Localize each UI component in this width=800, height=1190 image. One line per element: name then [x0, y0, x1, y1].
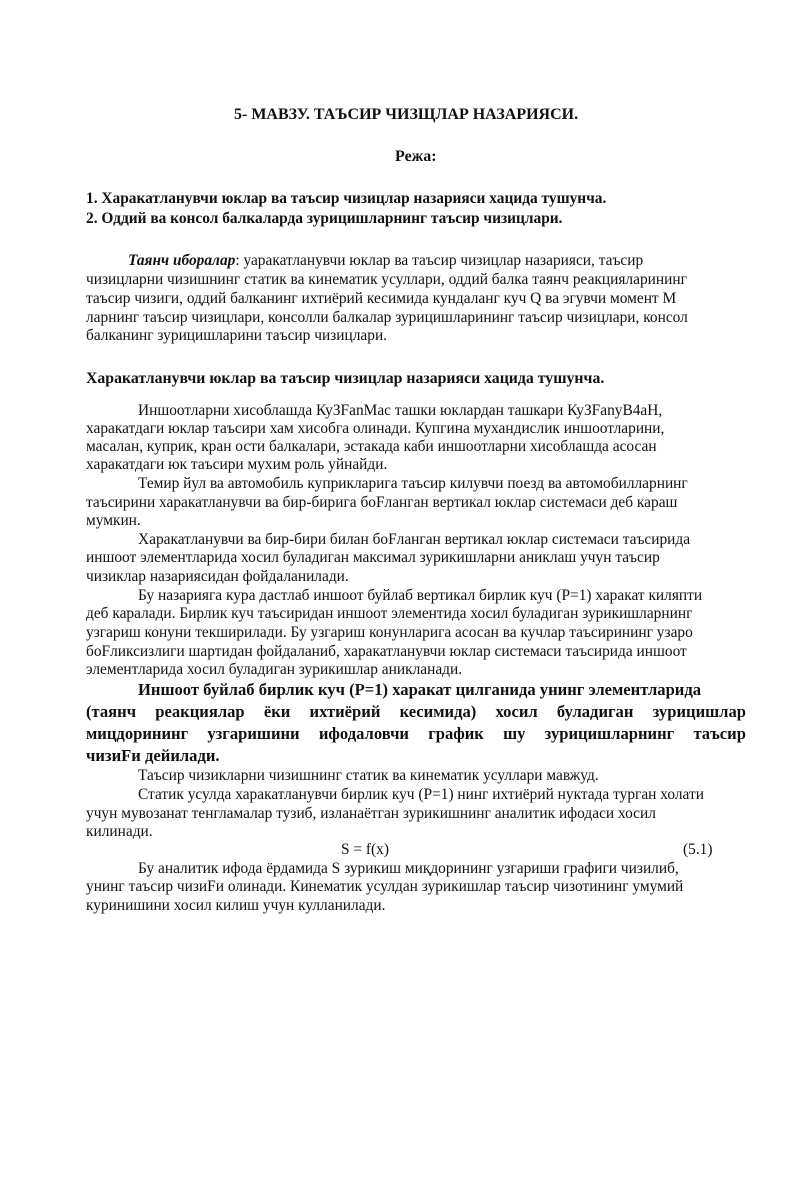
para-line: харакатдаги юк таъсири мухим роль уйнайди.: [86, 456, 388, 473]
para-line: боFликсизлиги шартидан фойдаланиб, харакатланувчи юклар системаси таъсирида иншоот: [86, 643, 687, 660]
definition-word: хосил: [495, 702, 538, 721]
para-line: Иншоотларни хисоблашда КуЗFanMac ташки юклардан ташкари КуЗFanyB4aH,: [138, 402, 663, 419]
para-line: Статик усулда харакатланувчи бирлик куч (Р=1) нинг ихтиёрий нуктада турган холати: [138, 786, 704, 803]
formula-number: (5.1): [683, 841, 713, 858]
para-line: Темир йул ва автомобиль куприкларига таъсир килувчи поезд ва автомобилларнинг: [138, 475, 688, 492]
para-line: учун мувозанат тенгламалар тузиб, изланаётган зурикишнинг аналитик ифодаси хосил: [86, 805, 656, 822]
para-line: масалан, куприк, кран ости балкалари, эстакада каби иншоотларни хисоблашда асосан: [86, 438, 657, 455]
plan-item-2: 2. Оддий ва консол балкаларда зурицишларнинг таъсир чизицлари.: [86, 210, 563, 227]
para-line: харакатдаги юклар таъсири хам хисобга олинади. Купгина мухандислик иншоотларини,: [86, 420, 665, 437]
para-line: Харакатланувчи ва бир-бири билан боFланган вертикал юклар системаси таъсирида: [138, 531, 691, 548]
para-line: узгариш конуни текширилади. Бу узгариш конунларига асосан ва кучлар таъсирининг узаро: [86, 624, 693, 641]
para-line: килинади.: [86, 823, 153, 840]
definition-word: кесимида): [399, 702, 477, 721]
para-line: унинг таъсир чизиFи олинади. Кинематик усулдан зурикишлар таъсир чизотининг умумий: [86, 878, 684, 895]
para-line: Бу аналитик ифода ёрдамида S зурикиш миқдорининг узгариши графиги чизилиб,: [138, 860, 679, 877]
para-line: иншоот элементларида хосил буладиган максимал зурикишларни аниклаш учун таъсир: [86, 549, 660, 566]
plan-item-1: 1. Харакатланувчи юклар ва таъсир чизицлар назарияси хацида тушунча.: [86, 190, 607, 207]
para-line: Бу назарияга кура дастлаб иншоот буйлаб вертикал бирлик куч (Р=1) харакат киляпти: [138, 587, 703, 604]
para-line: деб каралади. Бирлик куч таъсиридан иншоот элементида хосил буладиган зурикишларнинг: [86, 605, 693, 622]
plan-heading: Режа:: [395, 148, 437, 165]
definition-line-4: чизиFи дейилади.: [86, 746, 220, 765]
page-title: 5- МАВЗУ. ТАЪСИР ЧИЗЩЛАР НАЗАРИЯСИ.: [234, 106, 579, 123]
definition-word: реакциялар: [155, 702, 245, 721]
definition-word: зурицишларнинг: [544, 724, 675, 743]
para-line: куринишини хосил килиш учун кулланилади.: [86, 897, 386, 914]
para-line: Таъсир чизикларни чизишнинг статик ва кинематик усуллари мавжуд.: [138, 767, 599, 784]
para-line: таъсирини харакатланувчи ва бир-бирига боFланган вертикал юклар системаси деб караш: [86, 494, 678, 511]
key-terms-line: балканинг зурицишларини таъсир чизицлари.: [86, 327, 388, 344]
definition-word: ёки: [263, 702, 291, 721]
definition-word: таъсир: [693, 724, 746, 743]
key-terms-line: таъсир чизиги, оддий балканинг ихтиёрий кесимида кундаланг куч Q ва эгувчи момент М: [86, 290, 677, 307]
section-heading: Харакатланувчи юклар ва таъсир чизицлар назарияси хацида тушунча.: [86, 370, 605, 387]
key-terms-line: чизицларни чизишнинг статик ва кинематик усуллари, оддий балка таянч реакцияларининг: [86, 271, 687, 288]
key-terms-label: Таянч иборалар: [128, 252, 236, 269]
key-terms-line-1: [128, 252, 643, 270]
definition-word: график: [428, 724, 484, 743]
definition-word: ихтиёрий: [309, 702, 381, 721]
key-terms-line: ларнинг таъсир чизицлари, консолли балкалар зурицишларининг таъсир чизицлари, консол: [86, 309, 688, 326]
definition-word: узгаришини: [207, 724, 300, 743]
definition-word: (таянч: [86, 702, 137, 721]
definition-line-2: [86, 703, 746, 721]
definition-word: шу: [503, 724, 526, 743]
definition-word: буладиган: [556, 702, 634, 721]
formula-expression: S = f(x): [341, 841, 390, 858]
definition-word: ифодаловчи: [318, 724, 409, 743]
definition-line-3: [86, 725, 746, 743]
para-line: мумкин.: [86, 512, 141, 529]
definition-line-1: Иншоот буйлаб бирлик куч (Р=1) харакат цилганида унинг элементларида: [138, 680, 702, 699]
key-terms-text: : уаракатланувчи юклар ва таъсир чизицлар назарияси, таъсир: [235, 252, 644, 269]
para-line: чизиклар назариясидан фойдаланилади.: [86, 568, 349, 585]
definition-word: зурицишлар: [652, 702, 746, 721]
para-line: элементларида хосил буладиган зурикишлар аникланади.: [86, 661, 463, 678]
definition-word: мицдорининг: [86, 724, 189, 743]
